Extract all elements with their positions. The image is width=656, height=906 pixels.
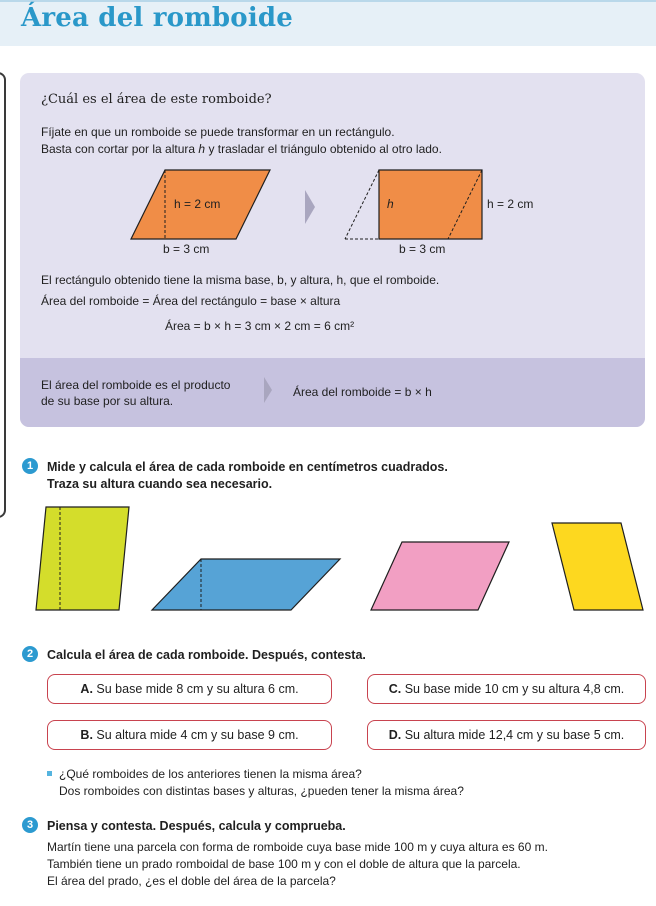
side-bracket (0, 72, 6, 518)
exercise-1-line2: Traza su altura cuando sea necesario. (47, 477, 273, 491)
summary-arrow-icon (264, 377, 272, 403)
item-b-letter: B. (80, 728, 93, 742)
exercise-1-shapes (0, 500, 656, 615)
fig1-height-label: h = 2 cm (174, 197, 221, 211)
exercise-2-question2: Dos romboides con distintas bases y alturas, ¿pueden tener la misma área? (59, 784, 464, 798)
summary-line2: de su base por su altura. (41, 394, 174, 408)
exercise-3-line3: El área del prado, ¿es el doble del área de la parcela? (47, 874, 336, 888)
exercise-1-line1: Mide y calcula el área de cada romboide en centímetros cuadrados. (47, 460, 448, 474)
exercise-2-number: 2 (22, 646, 38, 662)
intro-line2 (41, 141, 442, 157)
exercise-1-number: 1 (22, 458, 38, 474)
green-rhomboid (36, 507, 129, 610)
page-title: Área del romboide (21, 3, 294, 33)
explanation-box (20, 73, 645, 427)
intro-line1: Fíjate en que un romboide se puede transformar en un rectángulo. (41, 125, 395, 139)
pink-rhomboid (371, 542, 509, 610)
fig2-base-label: b = 3 cm (399, 242, 446, 256)
fig1-base-label: b = 3 cm (163, 242, 210, 256)
intro-line2-var: h (198, 142, 206, 156)
exercise-2-heading: Calcula el área de cada romboide. Después, contesta. (47, 648, 366, 662)
intro-line2-text-end: y trasladar el triángulo obtenido al otro lado. (205, 142, 442, 156)
cut-triangle-edge-left (345, 170, 379, 239)
transform-arrow-icon (305, 190, 315, 224)
intro-line2-text: Basta con cortar por la altura (41, 142, 199, 156)
blue-rhomboid (152, 559, 340, 610)
yellow-rhomboid (552, 523, 643, 610)
item-a-text: Su base mide 8 cm y su altura 6 cm. (96, 682, 299, 696)
summary-formula: Área del romboide = b × h (293, 385, 432, 399)
item-d (367, 720, 646, 750)
item-d-text: Su altura mide 12,4 cm y su base 5 cm. (404, 728, 625, 742)
item-a (47, 674, 332, 704)
item-b-text: Su altura mide 4 cm y su base 9 cm. (96, 728, 299, 742)
item-c (367, 674, 646, 704)
question-bullet-icon (47, 771, 52, 776)
exercise-3-line1: Martín tiene una parcela con forma de romboide cuya base mide 100 m y cuya altura es 60 m. (47, 840, 548, 854)
intro-question: ¿Cuál es el área de este romboide? (41, 92, 272, 107)
exercise-3-number: 3 (22, 817, 38, 833)
explain-line2: Área del romboide = Área del rectángulo = base × altura (41, 294, 341, 308)
explain-line1: El rectángulo obtenido tiene la misma base, b, y altura, h, que el romboide. (41, 273, 440, 287)
area-formula: Área = b × h = 3 cm × 2 cm = 6 cm² (165, 319, 355, 333)
fig2-height-inner-label: h (387, 197, 394, 211)
summary-line1: El área del romboide es el producto (41, 378, 231, 392)
item-c-letter: C. (388, 682, 402, 696)
rectangle-shape (379, 170, 482, 239)
item-c-text: Su base mide 10 cm y su altura 4,8 cm. (404, 682, 625, 696)
exercise-3-line2: También tiene un prado romboidal de base 100 m y con el doble de altura que la parcela. (47, 857, 521, 871)
exercise-2-question1: ¿Qué romboides de los anteriores tienen la misma área? (59, 767, 362, 781)
item-d-letter: D. (388, 728, 402, 742)
item-b (47, 720, 332, 750)
exercise-3-heading: Piensa y contesta. Después, calcula y comprueba. (47, 819, 346, 833)
fig2-height-label: h = 2 cm (487, 197, 534, 211)
item-a-letter: A. (80, 682, 93, 696)
